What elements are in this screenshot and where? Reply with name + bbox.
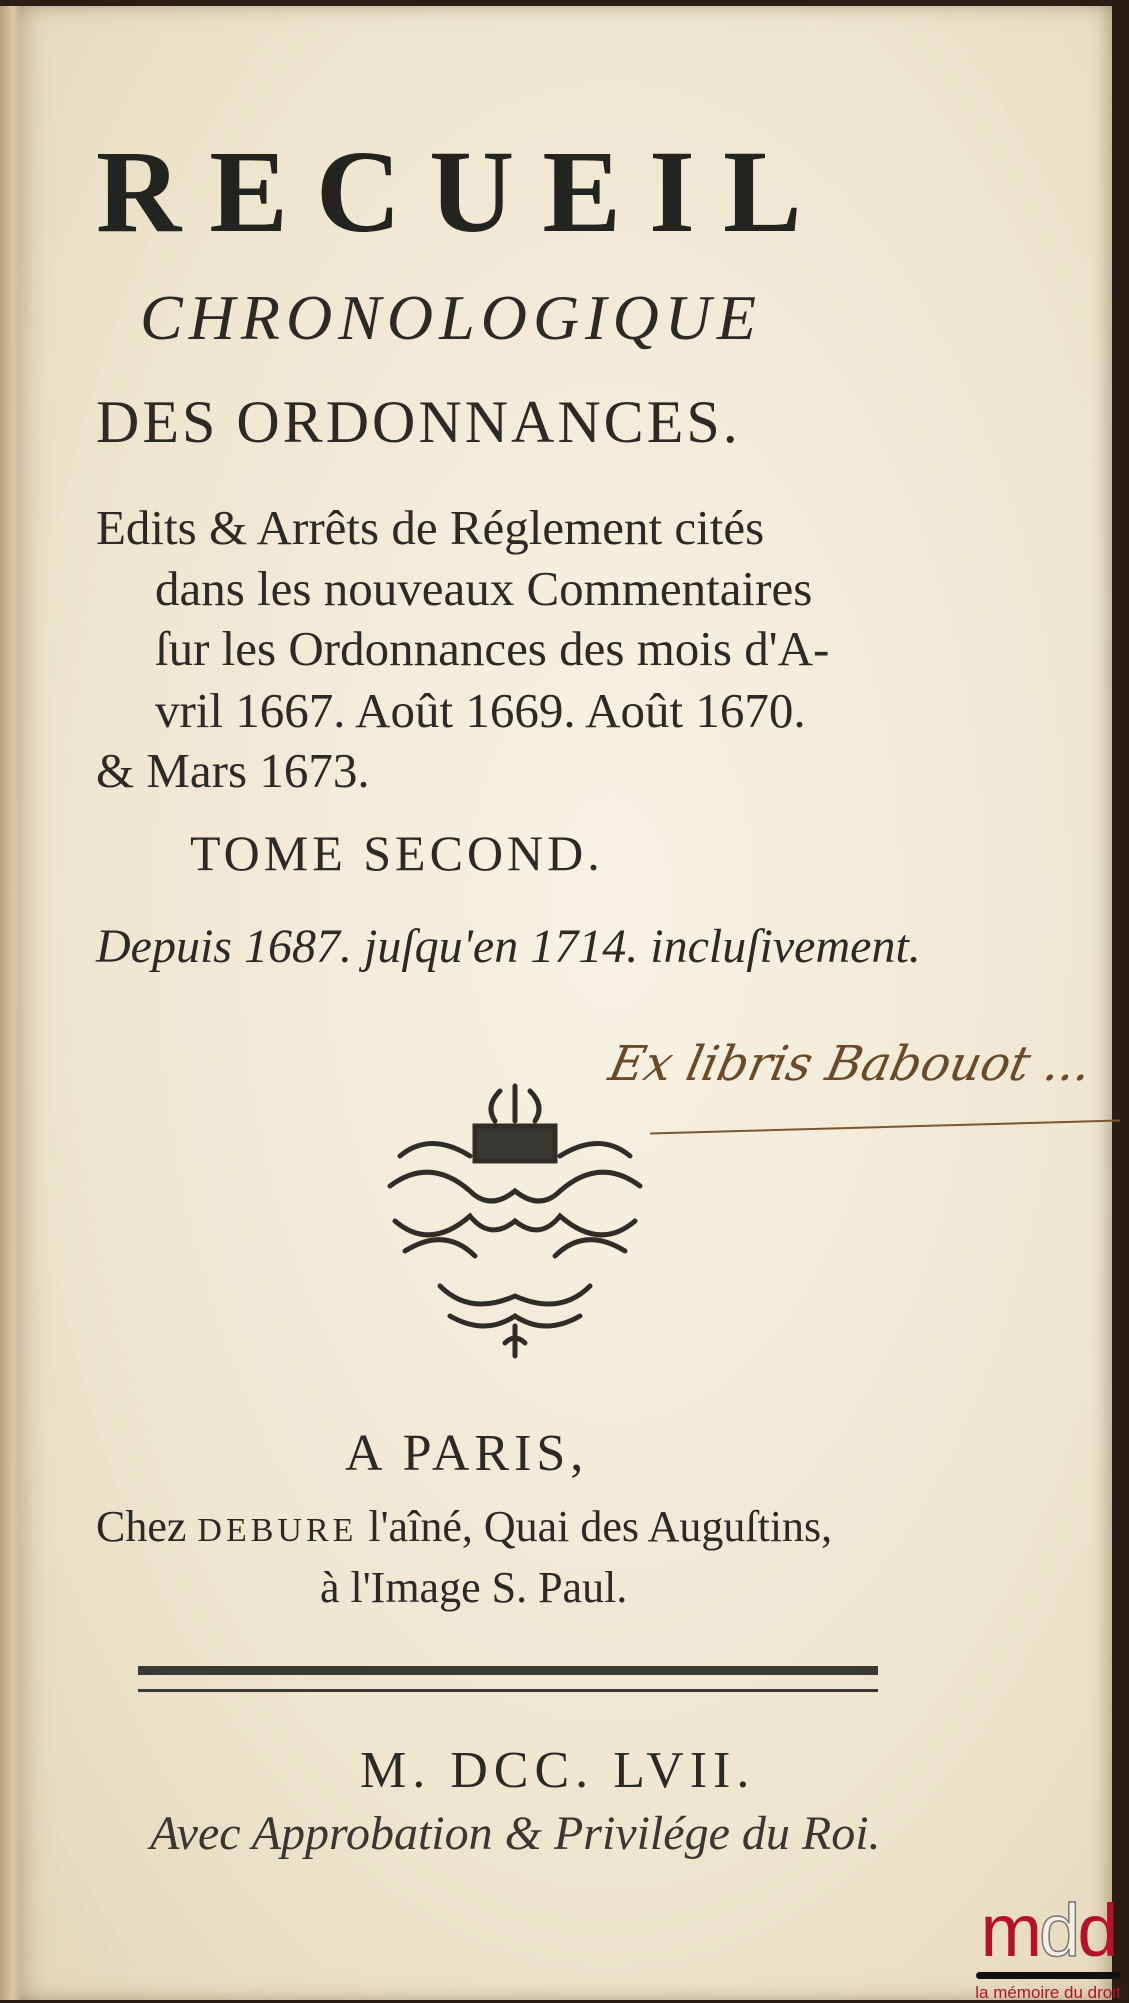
handwritten-inscription: Ex libris Babouot ... <box>604 1036 1097 1092</box>
binding-edge <box>0 6 22 2000</box>
body-line: Edits & Arrêts de Réglement cités <box>96 500 765 555</box>
subtitle-ordonnances: DES ORDONNANCES. <box>96 389 741 455</box>
publisher-sign: à l'Image S. Paul. <box>320 1563 628 1612</box>
body-line: ſur les Ordonnances des mois d'A- <box>155 621 830 676</box>
double-rule-divider <box>138 1666 878 1692</box>
logo-tagline: la mémoire du droit <box>975 1983 1121 2002</box>
printer-ornament-icon <box>380 1081 650 1371</box>
imprint-place: A PARIS, <box>345 1425 589 1482</box>
publisher-name: DEBURE <box>197 1512 358 1549</box>
volume-label: TOME SECOND. <box>190 825 604 881</box>
body-line: dans les nouveaux Commentaires <box>155 561 813 616</box>
mdd-logo <box>968 1889 1128 2003</box>
inscription-underline <box>650 1119 1120 1134</box>
body-line: vril 1667. Août 1669. Août 1670. <box>155 683 806 738</box>
body-line: & Mars 1673. <box>96 743 370 798</box>
period-line: Depuis 1687. juſqu'en 1714. incluſivement. <box>96 920 921 973</box>
logo-mark: mdd <box>980 1889 1116 1972</box>
title-page <box>0 6 1121 2002</box>
book-title: RECUEIL <box>96 126 830 257</box>
logo-bar <box>976 1972 1120 1979</box>
imprint-date: M. DCC. LVII. <box>360 1742 756 1799</box>
privilege-line: Avec Approbation & Privilége du Roi. <box>150 1807 881 1860</box>
publisher-line <box>96 1501 936 1552</box>
subtitle-chronologique: CHRONOLOGIQUE <box>140 282 762 353</box>
publisher-address: l'aîné, Quai des Auguſtins, <box>357 1502 833 1551</box>
publisher-prefix: Chez <box>96 1502 198 1551</box>
